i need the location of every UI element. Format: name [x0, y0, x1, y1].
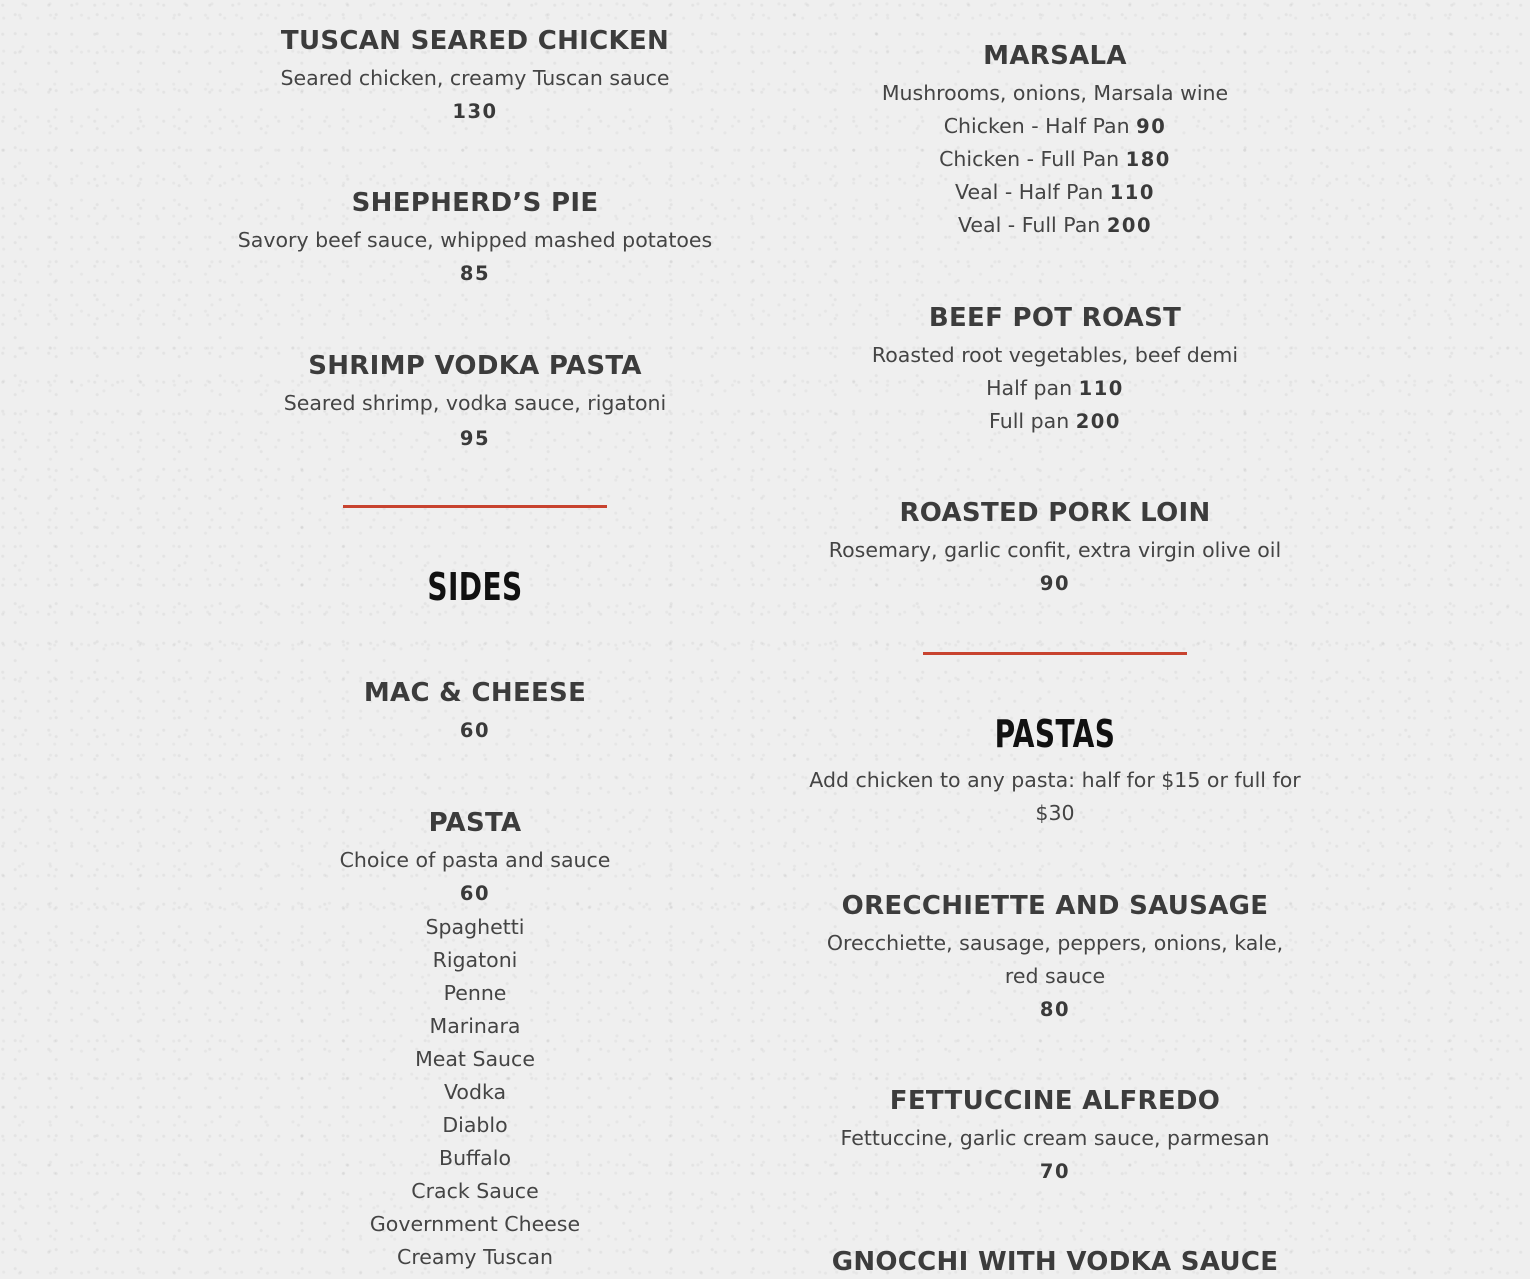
- option-label: Chicken - Full Pan: [939, 147, 1120, 171]
- item-price: 60: [459, 882, 491, 905]
- item-name: PASTA: [428, 808, 522, 838]
- option-item: Spaghetti: [425, 915, 525, 939]
- option-label: Half pan: [986, 376, 1073, 400]
- price-option: [775, 405, 1335, 438]
- option-item: Rigatoni: [432, 948, 518, 972]
- price-option: [775, 209, 1335, 242]
- section-title-sides: SIDES: [427, 565, 523, 609]
- item-price: 85: [459, 262, 491, 285]
- section-divider: [923, 652, 1187, 655]
- section-title-pastas: PASTAS: [994, 712, 1116, 756]
- item-name: ORECCHIETTE AND SAUSAGE: [841, 891, 1269, 921]
- menu-item: [195, 676, 755, 748]
- item-description: Orecchiette, sausage, peppers, onions, kale, red sauce: [826, 931, 1284, 988]
- price-option: [775, 372, 1335, 405]
- option-label: Full pan: [989, 409, 1070, 433]
- item-price: 70: [1039, 1160, 1071, 1183]
- section-divider: [343, 505, 607, 508]
- option-price: 200: [1075, 410, 1121, 433]
- option-price: 110: [1109, 181, 1155, 204]
- option-label: Chicken - Half Pan: [943, 114, 1130, 138]
- item-name: FETTUCCINE ALFREDO: [889, 1086, 1221, 1116]
- menu-item: [195, 24, 755, 129]
- item-description: Roasted root vegetables, beef demi: [871, 343, 1239, 367]
- item-description: Fettuccine, garlic cream sauce, parmesan: [840, 1126, 1270, 1150]
- menu-item: [775, 301, 1335, 438]
- option-price: 90: [1136, 115, 1167, 138]
- menu-item: [775, 1084, 1335, 1189]
- item-price: 60: [459, 719, 491, 742]
- item-description: Choice of pasta and sauce: [339, 848, 611, 872]
- option-price: 200: [1106, 214, 1153, 237]
- option-item: Meat Sauce: [415, 1047, 535, 1071]
- menu-item: [775, 889, 1335, 1027]
- section-note: [775, 764, 1335, 830]
- item-description: Savory beef sauce, whipped mashed potatoes: [237, 228, 713, 252]
- price-option: [775, 143, 1335, 176]
- price-option: [775, 110, 1335, 143]
- item-price: 90: [1039, 572, 1071, 595]
- option-item: Government Cheese: [369, 1212, 581, 1236]
- option-item: Diablo: [442, 1113, 508, 1137]
- option-price: 180: [1125, 148, 1171, 171]
- menu-item: [775, 1245, 1335, 1279]
- option-item: Crack Sauce: [411, 1179, 539, 1203]
- menu-item: [195, 186, 755, 291]
- item-price: 95: [459, 427, 491, 450]
- item-price: 130: [452, 100, 498, 123]
- item-name: GNOCCHI WITH VODKA SAUCE: [831, 1247, 1279, 1277]
- item-name: TUSCAN SEARED CHICKEN: [280, 26, 670, 56]
- menu-item: [195, 349, 755, 456]
- option-item: Penne: [443, 981, 507, 1005]
- item-description: Seared chicken, creamy Tuscan sauce: [280, 66, 670, 90]
- menu-item: [775, 496, 1335, 601]
- option-item: Marinara: [429, 1014, 521, 1038]
- item-name: BEEF POT ROAST: [928, 303, 1182, 333]
- item-price: 80: [1039, 998, 1071, 1021]
- item-description: Mushrooms, onions, Marsala wine: [881, 81, 1229, 105]
- item-name: MARSALA: [983, 41, 1127, 71]
- price-option: [775, 176, 1335, 209]
- item-name: ROASTED PORK LOIN: [899, 498, 1211, 528]
- option-label: Veal - Full Pan: [957, 213, 1101, 237]
- option-price: 110: [1078, 377, 1124, 400]
- option-item: Vodka: [443, 1080, 507, 1104]
- pastas-note: Add chicken to any pasta: half for $15 or full for $30: [809, 768, 1301, 825]
- item-name: MAC & CHEESE: [363, 678, 587, 708]
- menu-item: [195, 806, 755, 1274]
- option-item: Buffalo: [439, 1146, 511, 1170]
- item-description: Seared shrimp, vodka sauce, rigatoni: [283, 391, 667, 415]
- menu-item: [775, 39, 1335, 242]
- item-name: SHRIMP VODKA PASTA: [308, 351, 642, 381]
- item-description: Rosemary, garlic confit, extra virgin olive oil: [828, 538, 1282, 562]
- item-name: SHEPHERD’S PIE: [351, 188, 599, 218]
- option-label: Veal - Half Pan: [955, 180, 1104, 204]
- option-item: Creamy Tuscan: [397, 1245, 553, 1269]
